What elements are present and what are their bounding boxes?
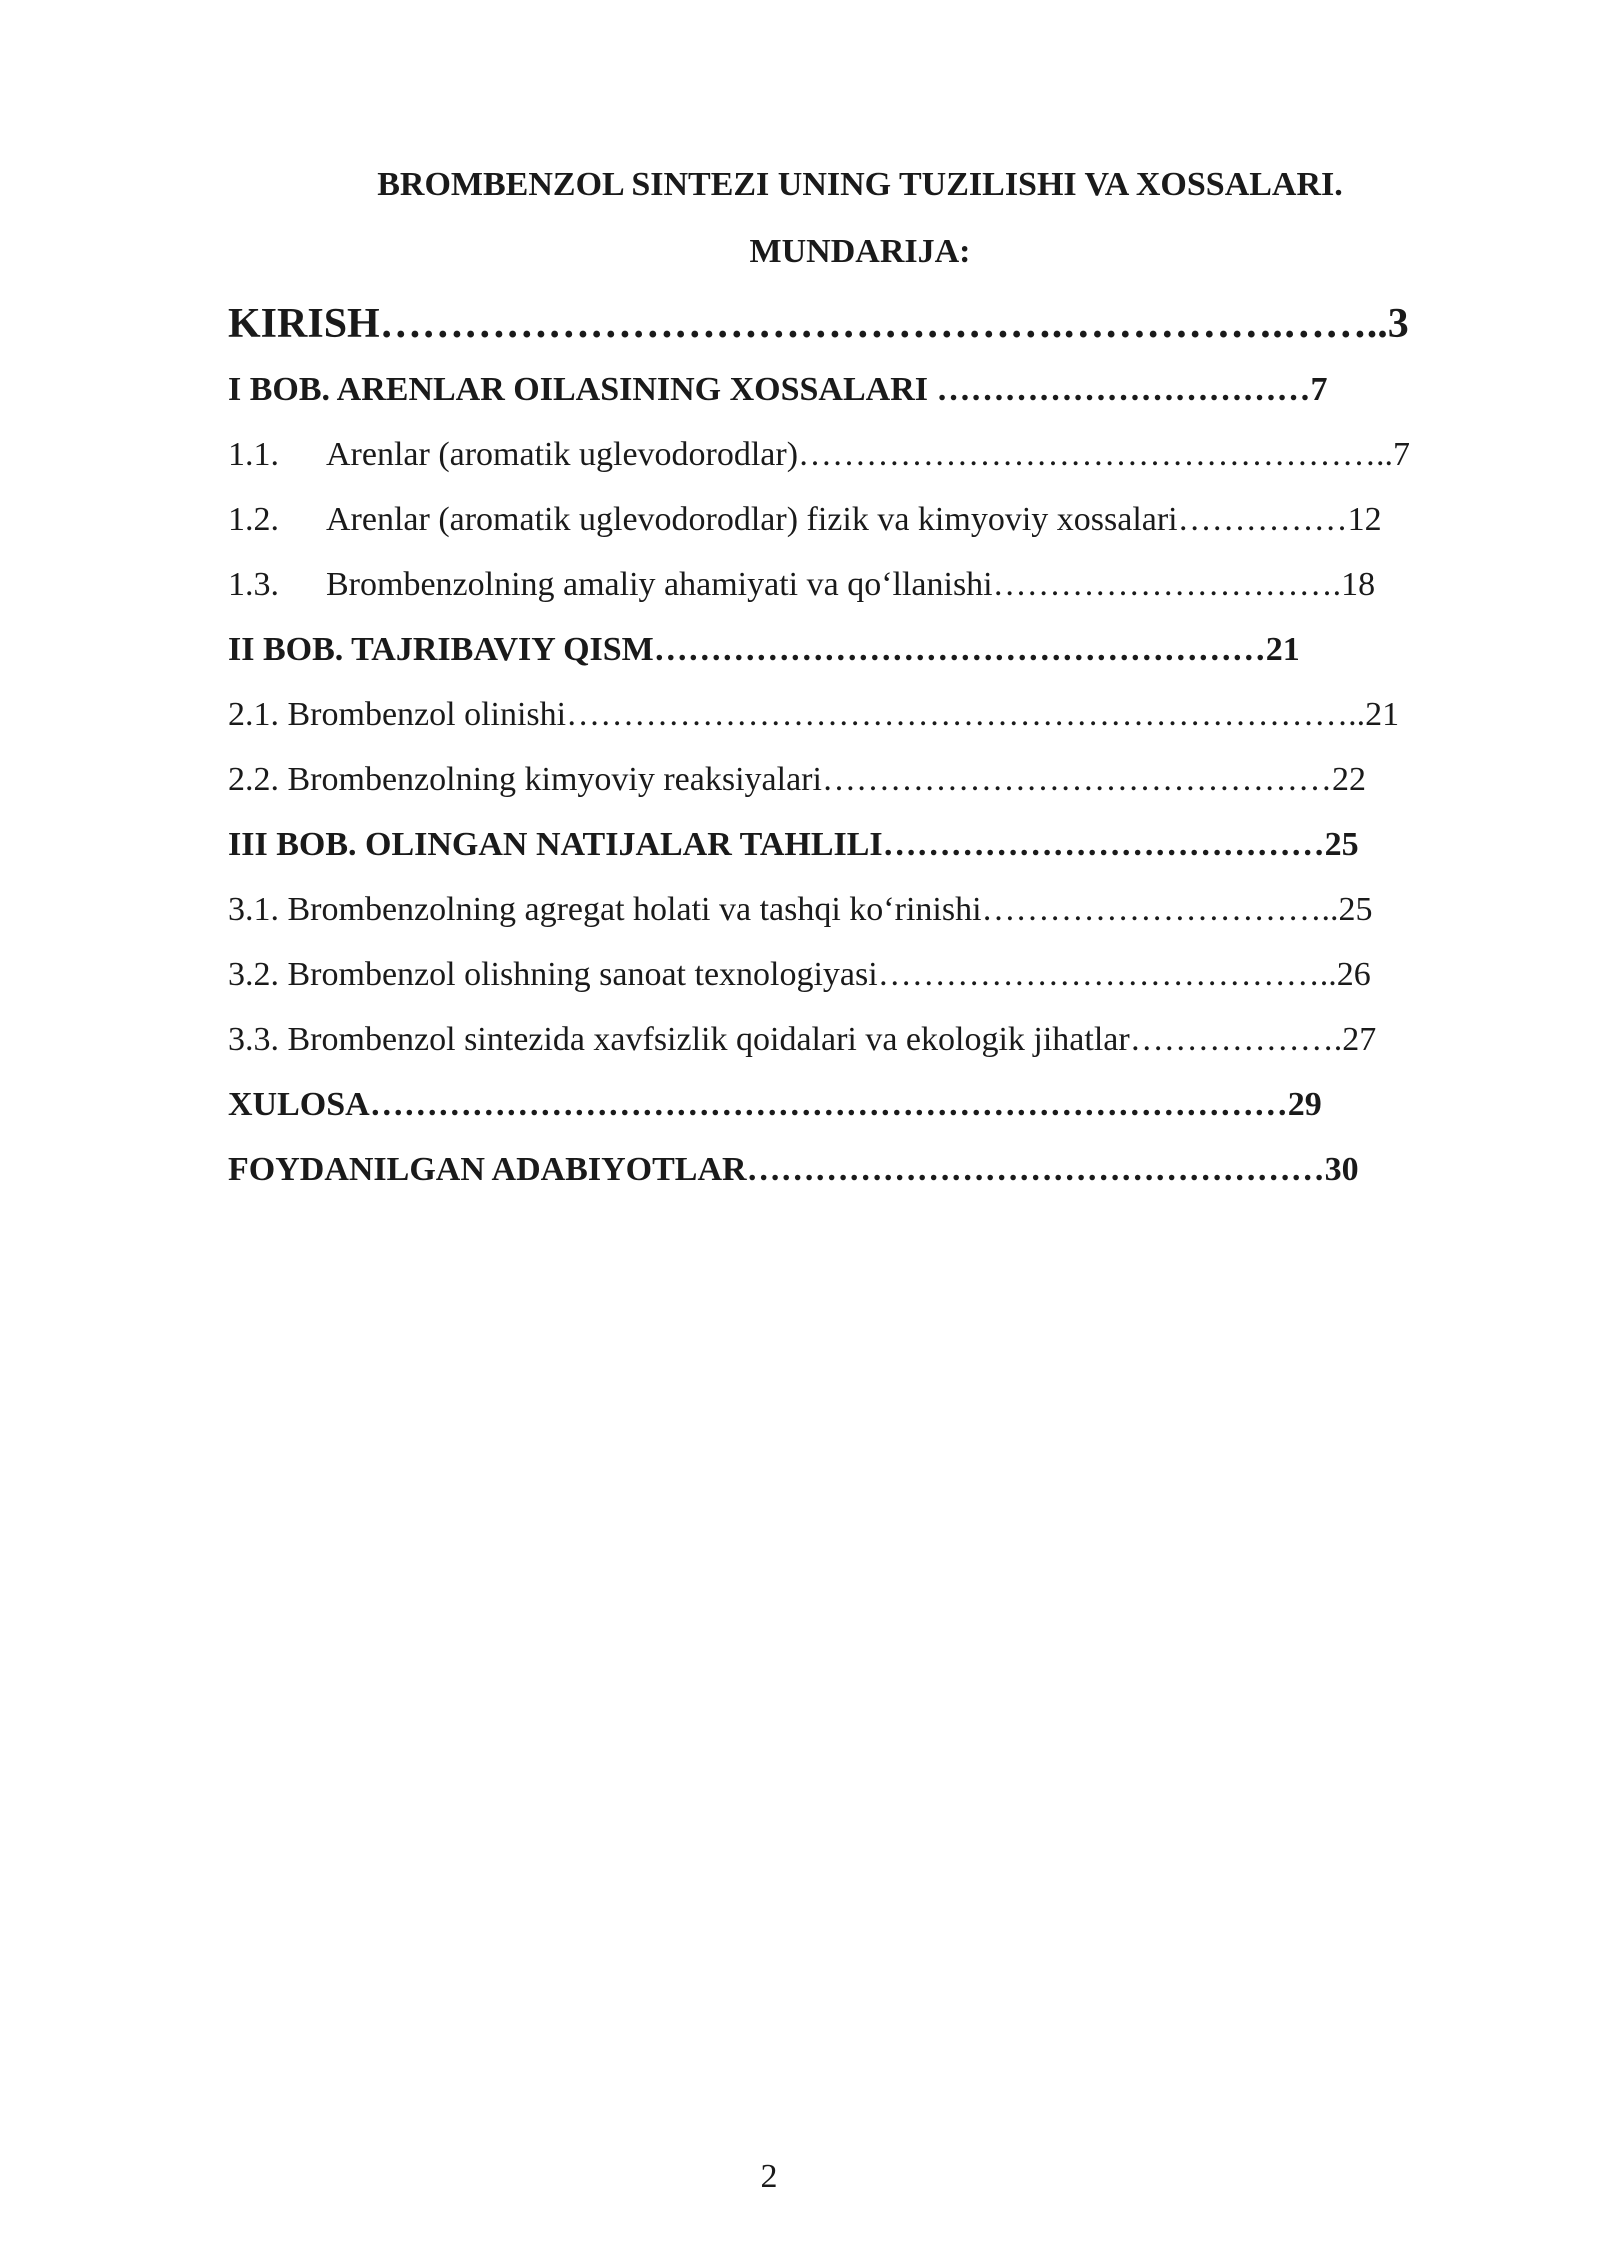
toc-entry-page: 22 <box>1331 761 1366 798</box>
toc-entry-label: XULOSA <box>228 1086 370 1123</box>
toc-entry-leader: ………………. <box>1129 1021 1343 1058</box>
toc-heading: MUNDARIJA: <box>749 233 971 270</box>
toc-entry-label: II BOB. TAJRIBAVIY QISM <box>228 631 654 668</box>
toc-entry-leader: ……………………………………………… <box>653 631 1266 668</box>
toc-entry-page: 21 <box>1265 631 1300 668</box>
toc-entry-leader: ……………………………………… <box>821 761 1332 798</box>
toc-entry-section-1-3[interactable] <box>228 561 1492 609</box>
toc-entry-chapter-2[interactable] <box>228 626 1492 674</box>
toc-entry-leader: …………… <box>1177 501 1348 538</box>
toc-entry-leader: ………………………….. <box>981 891 1339 928</box>
toc-entry-label: I BOB. ARENLAR OILASINING XOSSALARI <box>228 371 937 408</box>
toc-entry-label: FOYDANILGAN ADABIYOTLAR <box>228 1151 747 1188</box>
toc-entry-label: 3.1. Brombenzolning agregat holati va tashqi ko‘rinishi <box>228 891 982 928</box>
toc-entry-leader: …………………………… <box>936 371 1311 408</box>
document-title: BROMBENZOL SINTEZI UNING TUZILISHI VA XOSSALARI. <box>377 166 1343 203</box>
toc-entry-section-3-3[interactable] <box>228 1016 1492 1064</box>
toc-entry-page: 21 <box>1365 696 1400 733</box>
toc-entry-page: 12 <box>1347 501 1382 538</box>
toc-entry-leader: …………………………………………………………….. <box>566 696 1366 733</box>
toc-entry-kirish[interactable] <box>228 296 1486 352</box>
toc-entry-label: 2.1. Brombenzol olinishi <box>228 696 567 733</box>
toc-entry-section-2-1[interactable] <box>228 691 1492 739</box>
toc-entry-section-1-1[interactable] <box>228 431 1492 479</box>
toc-entry-number: 1.1. <box>228 436 279 473</box>
toc-entry-page: 7 <box>1393 436 1411 473</box>
toc-entry-number: 1.2. <box>228 501 279 538</box>
toc-entry-page: 25 <box>1324 826 1359 863</box>
toc-entry-leader: ……………………………………………………………………… <box>369 1086 1288 1123</box>
toc-entry-section-1-2[interactable] <box>228 496 1492 544</box>
toc-entry-label: 3.3. Brombenzol sintezida xavfsizlik qoidalari va ekologik jihatlar <box>228 1021 1130 1058</box>
toc-entry-leader: ………………………………… <box>882 826 1325 863</box>
toc-entry-label: Arenlar (aromatik uglevodorodlar) fizik va kimyoviy xossalari <box>326 501 1178 538</box>
toc-entry-references[interactable] <box>228 1146 1480 1194</box>
toc-entry-label: Brombenzolning amaliy ahamiyati va qo‘llanishi <box>326 566 993 603</box>
toc-entry-page: 26 <box>1336 956 1371 993</box>
toc-entry-page: 3 <box>1387 301 1409 347</box>
toc-entry-xulosa[interactable] <box>228 1081 1480 1129</box>
toc-entry-label: 3.2. Brombenzol olishning sanoat texnologiyasi <box>228 956 878 993</box>
toc-entry-page: 18 <box>1341 566 1376 603</box>
toc-entry-chapter-3[interactable] <box>228 821 1492 869</box>
toc-entry-section-3-2[interactable] <box>228 951 1492 999</box>
toc-entry-page: 7 <box>1310 371 1328 408</box>
toc-entry-section-3-1[interactable] <box>228 886 1492 934</box>
toc-entry-leader: …………………………………………….. <box>798 436 1394 473</box>
toc-entry-leader: ………………………………….. <box>877 956 1337 993</box>
toc-entry-leader: ………………………………………….…………….…….. <box>379 301 1388 347</box>
toc-entry-page: 25 <box>1338 891 1373 928</box>
toc-entry-label: III BOB. OLINGAN NATIJALAR TAHLILI <box>228 826 883 863</box>
toc-entry-label: Arenlar (aromatik uglevodorodlar) <box>326 436 799 473</box>
toc-entry-leader: …………………………………………… <box>746 1151 1325 1188</box>
toc-entry-leader: …………………………. <box>992 566 1342 603</box>
toc-entry-number: 1.3. <box>228 566 279 603</box>
toc-entry-label: 2.2. Brombenzolning kimyoviy reaksiyalari <box>228 761 822 798</box>
toc-entry-chapter-1[interactable] <box>228 366 1492 414</box>
toc-entry-page: 29 <box>1287 1086 1322 1123</box>
toc-entry-section-2-2[interactable] <box>228 756 1492 804</box>
page-number: 2 <box>760 2158 778 2195</box>
toc-entry-label: KIRISH <box>228 301 380 347</box>
toc-entry-page: 30 <box>1324 1151 1359 1188</box>
toc-entry-page: 27 <box>1342 1021 1377 1058</box>
